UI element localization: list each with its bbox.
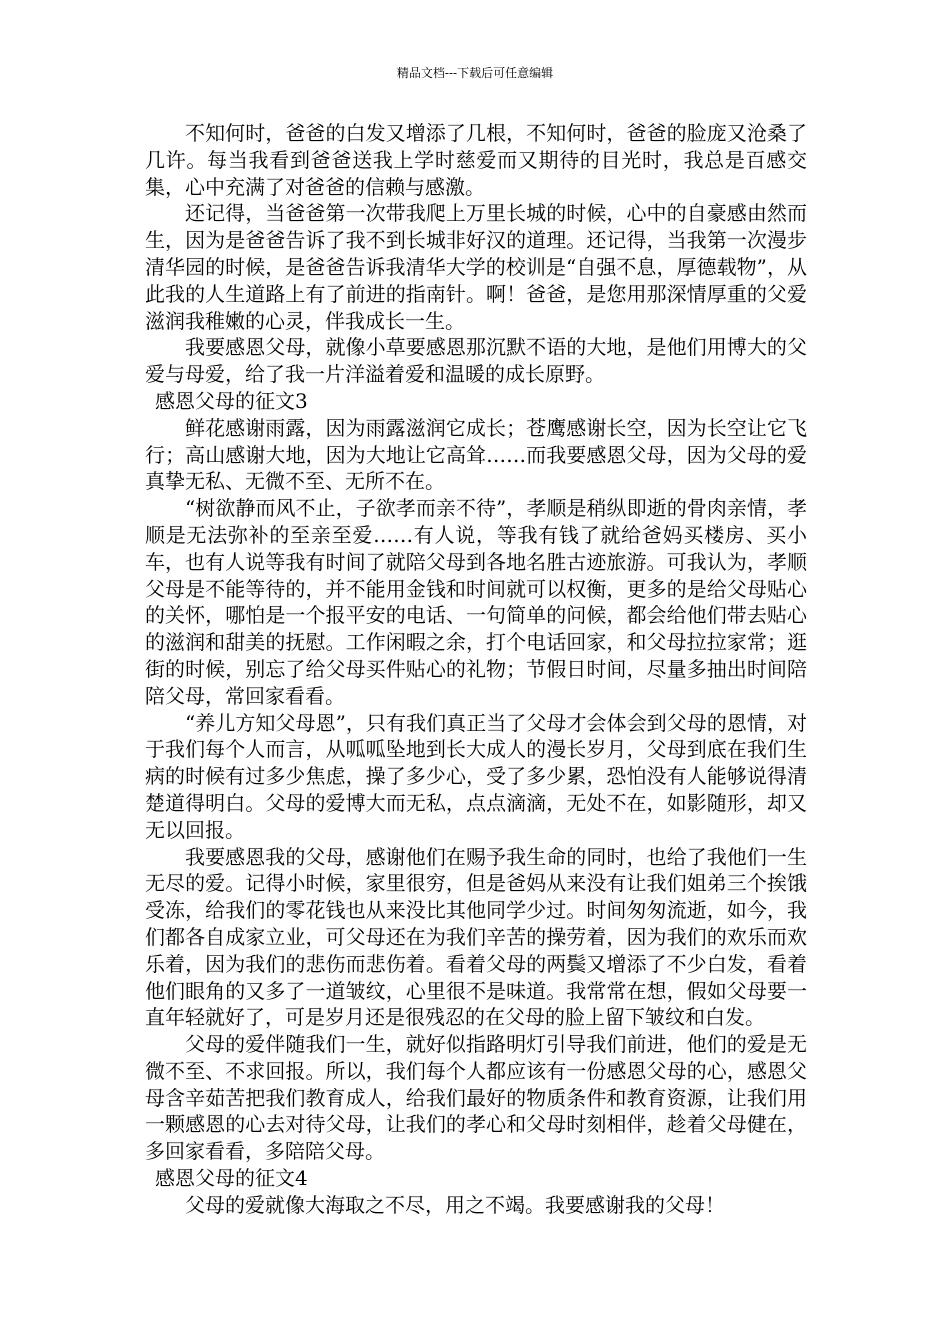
paragraph: “树欲静而风不止，子欲孝而亲不待”，孝顺是稍纵即逝的骨肉亲情，孝顺是无法弥补的至亲至爱……有人说，等我有钱了就给爸妈买楼房、买小车，也有人说等我有时间了就陪父母到各地名胜古迹旅游。可我认为，孝顺父母是不能等待的，并不能用金钱和时间就可以权衡，更多的是给父母贴心的关怀，哪怕是一个报平安的电话、一句简单的问候，都会给他们带去贴心的滋润和甜美的抚慰。工作闲暇之余，打个电话回家，和父母拉拉家常；逛街的时候，别忘了给父母买件贴心的礼物；节假日时间，尽量多抽出时间陪陪父母，常回家看看。 — [145, 496, 807, 708]
paragraph: 鲜花感谢雨露，因为雨露滋润它成长；苍鹰感谢长空，因为长空让它飞行；高山感谢大地，因为大地让它高耸……而我要感恩父母，因为父母的爱真挚无私、无微不至、无所不在。 — [145, 415, 807, 494]
paragraph: 不知何时，爸爸的白发又增添了几根，不知何时，爸爸的脸庞又沧桑了几许。每当我看到爸爸送我上学时慈爱而又期待的目光时，我总是百感交集，心中充满了对爸爸的信赖与感激。 — [145, 121, 807, 199]
paragraph: 我要感恩父母，就像小草要感恩那沉默不语的大地，是他们用博大的父爱与母爱，给了我一片洋溢着爱和温暖的成长原野。 — [145, 335, 807, 387]
paragraph: 我要感恩我的父母，感谢他们在赐予我生命的同时，也给了我他们一生无尽的爱。记得小时候，家里很穷，但是爸妈从来没有让我们姐弟三个挨饿受冻，给我们的零花钱也从来没比其他同学少过。时间匆匆流逝，如今，我们都各自成家立业，可父母还在为我们辛苦的操劳着，因为我们的欢乐而欢乐着，因为我们的悲伤而悲伤着。看着父母的两鬓又增添了不少白发，看着他们眼角的又多了一道皱纹，心里很不是味道。我常常在想，假如父母要一直年轻就好了，可是岁月还是很残忍的在父母的脸上留下皱纹和白发。 — [145, 844, 807, 1030]
document-body — [145, 120, 807, 1219]
paragraph: 父母的爱伴随我们一生，就好似指路明灯引导我们前进，他们的爱是无微不至、不求回报。所以，我们每个人都应该有一份感恩父母的心，感恩父母含辛茹苦把我们教育成人，给我们最好的物质条件和教育资源，让我们用一颗感恩的心去对待父母，让我们的孝心和父母时刻相伴，趁着父母健在，多回家看看，多陪陪父母。 — [145, 1032, 807, 1164]
page-header: 精品文档---下载后可任意编辑 — [396, 66, 554, 80]
paragraph: 父母的爱就像大海取之不尽，用之不竭。我要感谢我的父母！ — [185, 1192, 725, 1217]
paragraph: 还记得，当爸爸第一次带我爬上万里长城的时候，心中的自豪感由然而生，因为是爸爸告诉了我不到长城非好汉的道理。还记得，当我第一次漫步清华园的时候，是爸爸告诉我清华大学的校训是“自强不息，厚德载物”，从此我的人生道路上有了前进的指南针。啊！爸爸，是您用那深情厚重的父爱滋润我稚嫩的心灵，伴我成长一生。 — [145, 201, 807, 333]
section-heading: 感恩父母的征文4 — [155, 1166, 308, 1191]
section-heading: 感恩父母的征文3 — [155, 388, 308, 413]
paragraph: “养儿方知父母恩”，只有我们真正当了父母才会体会到父母的恩情，对于我们每个人而言，从呱呱坠地到长大成人的漫长岁月，父母到底在我们生病的时候有过多少焦虑，操了多少心，受了多少累，恐怕没有人能够说得清楚道得明白。父母的爱博大而无私，点点滴滴，无处不在，如影随形，却又无以回报。 — [145, 710, 807, 842]
